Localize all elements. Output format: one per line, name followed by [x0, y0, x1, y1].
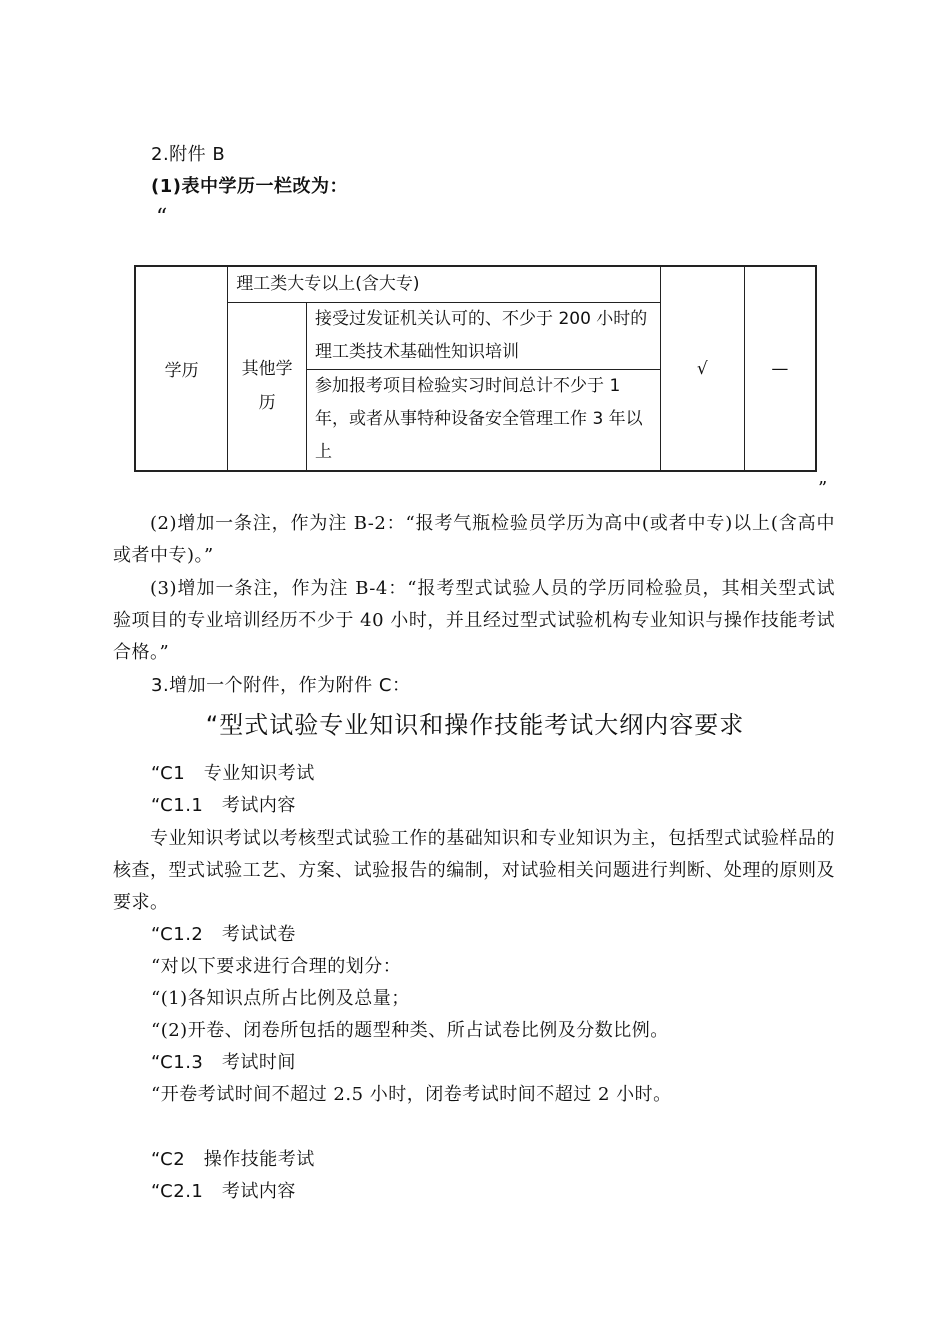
c1-2-item-2: “(2)开卷、闭卷所包括的题型种类、所占试卷比例及分数比例。	[151, 1020, 669, 1041]
check-cell: √	[660, 266, 744, 471]
appendix-c-title: “型式试验专业知识和操作技能考试大纲内容要求	[205, 711, 745, 739]
c2-1-heading: “C2.1 考试内容	[151, 1181, 296, 1202]
open-quote: “	[156, 205, 168, 230]
other-option-experience-cell: 参加报考项目检验实习时间总计不少于 1 年，或者从事特种设备安全管理工作 3 年以上	[307, 369, 661, 471]
c2-heading: “C2 操作技能考试	[151, 1149, 315, 1170]
note-b4-paragraph: (3)增加一条注，作为注 B-4：“报考型式试验人员的学历同检验员，其相关型式试验项目的专业培训经历不少于 40 小时，并且经过型式试验机构专业知识与操作技能考试合格。”	[113, 578, 835, 663]
note-b2-paragraph: (2)增加一条注，作为注 B-2：“报考气瓶检验员学历为高中(或者中专)以上(含高中或者中专)。”	[113, 513, 835, 566]
first-option-cell: 理工类大专以上(含大专)	[228, 266, 661, 302]
c1-3-text: “开卷考试时间不超过 2.5 小时，闭卷考试时间不超过 2 小时。	[151, 1084, 672, 1105]
other-education-header: 其他学历	[228, 302, 307, 471]
item-1-text: (1)表中学历一栏改为：	[151, 176, 348, 197]
education-row-header: 学历	[135, 266, 228, 471]
c1-2-heading: “C1.2 考试试卷	[151, 924, 296, 945]
c1-2-intro: “对以下要求进行合理的划分：	[151, 956, 402, 977]
c1-1-paragraph: 专业知识考试以考核型式试验工作的基础知识和专业知识为主，包括型式试验样品的核查，型式试验工艺、方案、试验报告的编制，对试验相关问题进行判断、处理的原则及要求。	[113, 828, 835, 913]
dash-cell: —	[744, 266, 816, 471]
close-quote: ”	[818, 478, 828, 499]
c1-heading: “C1 专业知识考试	[151, 763, 315, 784]
c1-1-heading: “C1.1 考试内容	[151, 795, 296, 816]
section-2-heading: 2.附件 B	[151, 144, 226, 165]
other-option-training-cell: 接受过发证机关认可的、不少于 200 小时的理工类技术基础性知识培训	[307, 302, 661, 369]
section-3-heading: 3.增加一个附件，作为附件 C：	[151, 675, 411, 696]
education-table	[134, 265, 817, 472]
c1-3-heading: “C1.3 考试时间	[151, 1052, 296, 1073]
c1-2-item-1: “(1)各知识点所占比例及总量；	[151, 988, 410, 1009]
